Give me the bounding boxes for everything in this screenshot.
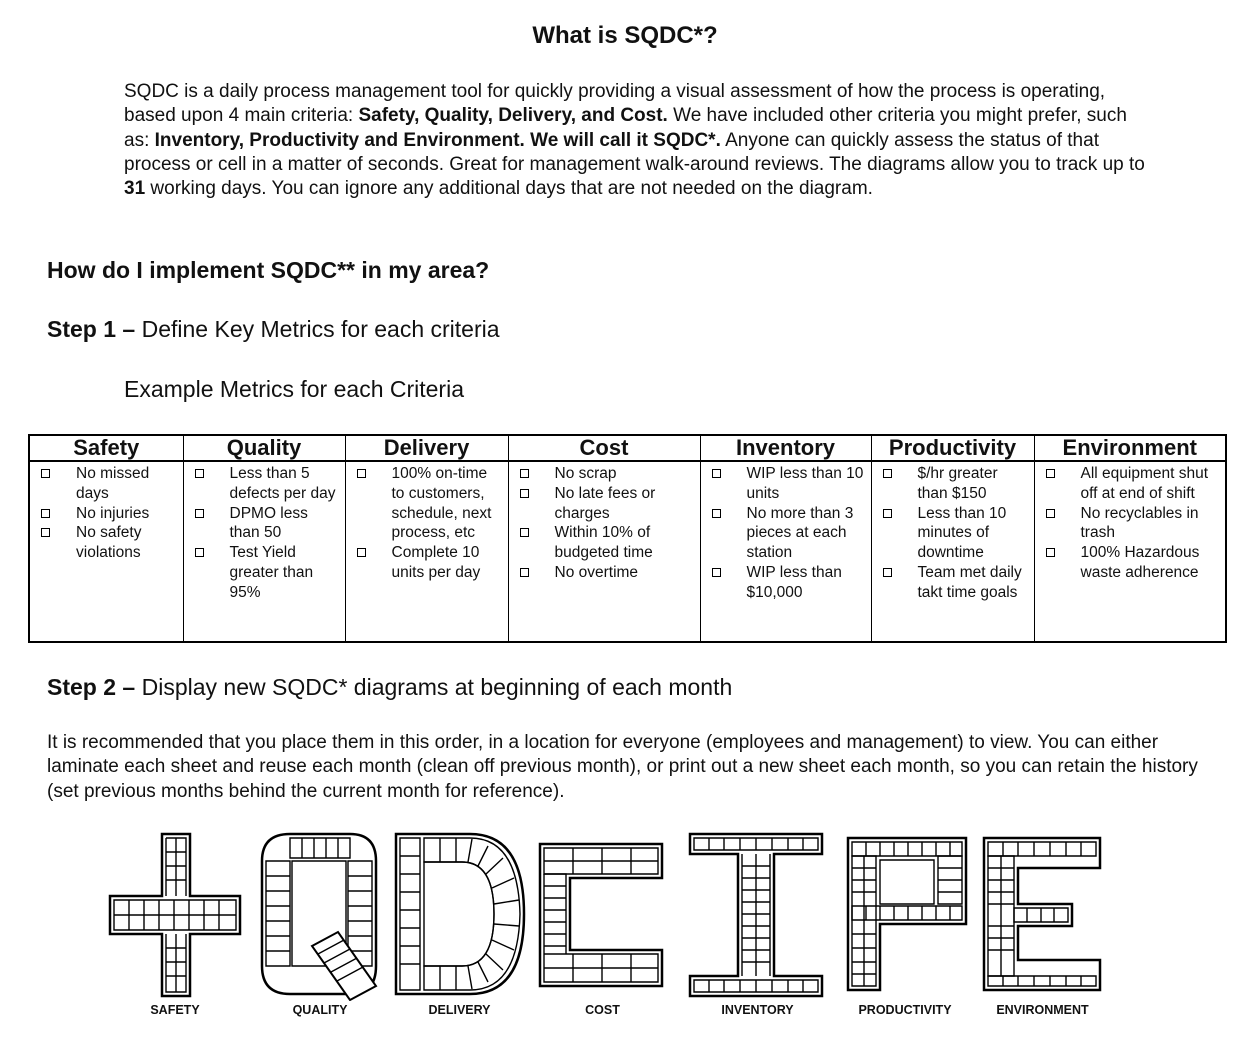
metric-item [38, 523, 179, 563]
intro-paragraph [124, 80, 1154, 201]
diagram-label-inventory: INVENTORY [721, 1003, 794, 1017]
checkbox-icon[interactable] [883, 568, 892, 577]
metric-header-inventory: Inventory [700, 435, 871, 461]
metric-header-environment: Environment [1034, 435, 1226, 461]
metric-column-delivery [345, 461, 508, 642]
metric-item-text: Within 10% of budgeted time [554, 524, 653, 562]
metric-list-delivery [354, 464, 504, 583]
metric-item [517, 484, 696, 524]
checkbox-icon[interactable] [1046, 469, 1055, 478]
checkbox-icon[interactable] [712, 509, 721, 518]
metric-item [709, 563, 867, 603]
recommendation-paragraph: It is recommended that you place them in this order, in a location for everyone (employees and management) to view. You can either laminate each sheet and reuse each month (clean off previous month), or print out a new sheet each month, so you can retain the history (set previous months behind the current month for reference). [47, 732, 1198, 802]
metric-header-delivery: Delivery [345, 435, 508, 461]
sqdcipe-diagrams [0, 826, 1250, 1001]
metric-item [709, 504, 867, 563]
metric-column-safety [29, 461, 183, 642]
checkbox-icon[interactable] [883, 509, 892, 518]
metric-item [38, 504, 179, 524]
metric-item-text: 100% Hazardous waste adherence [1080, 544, 1200, 581]
metric-item [354, 464, 504, 543]
metric-item-text: Test Yield greater than 95% [229, 544, 314, 601]
diagram-label-safety: SAFETY [150, 1003, 200, 1017]
metric-item-text: No safety violations [76, 524, 142, 562]
checkbox-icon[interactable] [883, 469, 892, 478]
metric-item-text: WIP less than 10 units [746, 465, 864, 502]
metric-item [880, 504, 1030, 563]
metric-item-text: No overtime [554, 563, 639, 581]
metric-item-text: All equipment shut off at end of shift [1080, 465, 1209, 502]
metric-item-text: No injuries [76, 504, 150, 522]
checkbox-icon[interactable] [195, 548, 204, 557]
metric-item-text: DPMO less than 50 [229, 504, 308, 542]
metric-header-productivity: Productivity [871, 435, 1034, 461]
metric-item-text: No more than 3 pieces at each station [746, 504, 854, 562]
metric-item [192, 504, 341, 544]
metric-header-quality: Quality [183, 435, 345, 461]
checkbox-icon[interactable] [357, 469, 366, 478]
environment-e-diagram [984, 838, 1100, 990]
intro-text-2: We have included other criteria you might prefer, such as: [124, 105, 1127, 151]
metric-item-text: 100% on-time to customers, schedule, next process, etc [391, 465, 492, 542]
inventory-i-diagram [690, 834, 822, 996]
checkbox-icon[interactable] [41, 528, 50, 537]
intro-text-4: working days. You can ignore any additional days that are not needed on the diagram. [145, 178, 873, 200]
metric-list-cost [517, 464, 696, 583]
metric-item [354, 543, 504, 583]
checkbox-icon[interactable] [195, 469, 204, 478]
intro-text-3: Anyone can quickly assess the status of that process or cell in a matter of seconds. Great for management walk-around reviews. The diagrams allow you to track up to [124, 129, 1145, 175]
step2-heading [47, 674, 732, 701]
safety-plus-diagram [110, 834, 240, 996]
checkbox-icon[interactable] [195, 509, 204, 518]
metric-item-text: Team met daily takt time goals [917, 563, 1022, 601]
checkbox-icon[interactable] [1046, 548, 1055, 557]
example-heading: Example Metrics for each Criteria [124, 376, 464, 402]
checkbox-icon[interactable] [357, 548, 366, 557]
page-title: What is SQDC*? [532, 22, 718, 49]
metric-item-text: No missed days [76, 465, 150, 502]
metric-item [709, 464, 867, 504]
metric-item [1043, 504, 1222, 544]
diagram-label-environment: ENVIRONMENT [996, 1003, 1089, 1017]
metric-column-inventory [700, 461, 871, 642]
step2-label: Step 2 – [47, 674, 136, 700]
metric-list-safety [38, 464, 179, 563]
metric-item [517, 563, 696, 583]
cost-c-diagram [540, 844, 662, 986]
metric-item-text: No late fees or charges [554, 484, 656, 522]
delivery-d-diagram [396, 834, 524, 994]
metric-item-text: Less than 10 minutes of downtime [917, 504, 1007, 562]
metric-list-environment [1043, 464, 1222, 583]
step2-text: Display new SQDC* diagrams at beginning of each month [135, 674, 733, 700]
quality-q-diagram [262, 834, 376, 1000]
metric-item [1043, 543, 1222, 583]
metric-item [1043, 464, 1222, 504]
metric-list-quality [192, 464, 341, 603]
metric-item-text: No recyclables in trash [1080, 504, 1199, 542]
intro-bold-2: Inventory, Productivity and Environment. We will call it SQDC*. [154, 129, 721, 151]
intro-bold-3: 31 [124, 178, 146, 200]
metric-column-productivity [871, 461, 1034, 642]
metric-item [880, 563, 1030, 603]
metric-column-environment [1034, 461, 1226, 642]
metric-list-productivity [880, 464, 1030, 603]
checkbox-icon[interactable] [1046, 509, 1055, 518]
checkbox-icon[interactable] [41, 509, 50, 518]
diagram-label-delivery: DELIVERY [428, 1003, 491, 1017]
metric-header-safety: Safety [29, 435, 183, 461]
step1-label: Step 1 – [47, 316, 136, 342]
metric-item-text: Complete 10 units per day [391, 544, 481, 581]
checkbox-icon[interactable] [520, 528, 529, 537]
intro-bold-1: Safety, Quality, Delivery, and Cost. [358, 105, 668, 127]
metric-item [880, 464, 1030, 504]
productivity-p-diagram [848, 838, 966, 990]
metric-list-inventory [709, 464, 867, 603]
metric-item [38, 464, 179, 504]
metric-item-text: WIP less than $10,000 [746, 563, 842, 601]
metric-item-text: Less than 5 defects per day [229, 465, 336, 502]
diagram-label-productivity: PRODUCTIVITY [858, 1003, 952, 1017]
step1-heading [47, 316, 500, 343]
checkbox-icon[interactable] [520, 568, 529, 577]
metric-item [192, 464, 341, 504]
metric-item-text: $/hr greater than $150 [917, 465, 998, 502]
metric-item-text: No scrap [554, 465, 617, 482]
checkbox-icon[interactable] [520, 489, 529, 498]
checkbox-icon[interactable] [712, 469, 721, 478]
checkbox-icon[interactable] [41, 469, 50, 478]
metric-item [192, 543, 341, 602]
metric-column-quality [183, 461, 345, 642]
metric-column-cost [508, 461, 700, 642]
checkbox-icon[interactable] [520, 469, 529, 478]
diagram-label-quality: QUALITY [292, 1003, 348, 1017]
step1-text: Define Key Metrics for each criteria [135, 316, 500, 342]
metrics-table [28, 434, 1227, 643]
metric-item [517, 464, 696, 484]
intro-text-1: SQDC is a daily process management tool for quickly providing a visual assessment of how the process is operating, based upon 4 main criteria: [124, 81, 1106, 127]
checkbox-icon[interactable] [712, 568, 721, 577]
diagram-label-cost: COST [585, 1003, 620, 1017]
metric-header-cost: Cost [508, 435, 700, 461]
implement-heading: How do I implement SQDC** in my area? [47, 257, 490, 283]
metric-item [517, 523, 696, 563]
